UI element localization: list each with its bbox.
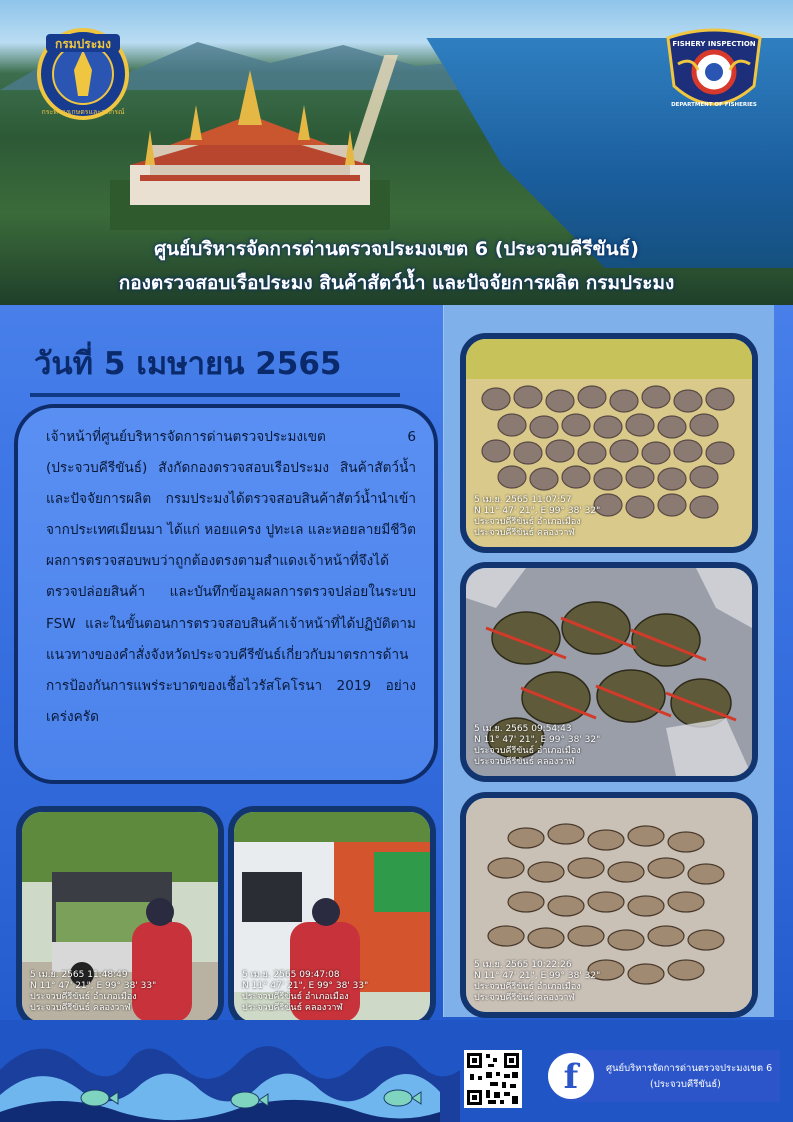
logo-left-title: กรมประมง bbox=[55, 37, 111, 51]
facebook-glyph: f bbox=[563, 1057, 579, 1097]
stamp-line: N 11° 47' 21", E 99° 38' 32" bbox=[474, 506, 601, 516]
stamp-line: 5 เม.ย. 2565 11:48:49 bbox=[30, 970, 128, 980]
stamp-line: N 11° 47' 21", E 99° 38' 33" bbox=[242, 981, 369, 991]
facebook-page-label[interactable] bbox=[606, 1061, 781, 1093]
badge-top-text: FISHERY INSPECTION bbox=[672, 40, 756, 48]
photo-crabs bbox=[460, 562, 758, 782]
date-underline bbox=[30, 393, 400, 397]
facebook-icon[interactable] bbox=[548, 1053, 594, 1099]
stamp-line: 5 เม.ย. 2565 10:22:26 bbox=[474, 960, 572, 970]
stamp-line: ประจวบคีรีขันธ์ อำเภอเมือง bbox=[474, 517, 581, 527]
facebook-label-line2: (ประจวบคีรีขันธ์) bbox=[650, 1079, 721, 1090]
photo-timestamp bbox=[30, 970, 156, 1014]
report-text-box bbox=[14, 404, 438, 784]
stamp-line: ประจวบคีรีขันธ์ อำเภอเมือง bbox=[242, 992, 349, 1002]
stamp-line: 5 เม.ย. 2565 09:47:08 bbox=[242, 970, 340, 980]
qr-code[interactable] bbox=[464, 1050, 522, 1108]
stamp-line: N 11° 47' 21", E 99° 38' 33" bbox=[30, 981, 157, 991]
stamp-line: ประจวบคีรีขันธ์ คลองวาฬ bbox=[30, 1003, 131, 1013]
header-banner bbox=[0, 0, 793, 305]
badge-bottom-text: DEPARTMENT OF FISHERIES bbox=[671, 102, 757, 108]
stamp-line: ประจวบคีรีขันธ์ คลองวาฬ bbox=[474, 528, 575, 538]
banner-title-line2: กองตรวจสอบเรือประมง สินค้าสัตว์น้ำ และปัจจัยการผลิต กรมประมง bbox=[118, 272, 675, 294]
stamp-line: ประจวบคีรีขันธ์ คลองวาฬ bbox=[242, 1003, 343, 1013]
stamp-line: ประจวบคีรีขันธ์ อำเภอเมือง bbox=[474, 746, 581, 756]
stamp-line: 5 เม.ย. 2565 11:07:57 bbox=[474, 495, 572, 505]
facebook-label-line1: ศูนย์บริหารจัดการด่านตรวจประมงเขต 6 bbox=[606, 1063, 773, 1074]
stamp-line: N 11° 47' 21", E 99° 38' 32" bbox=[474, 735, 601, 745]
fisheries-department-logo bbox=[30, 26, 136, 122]
logo-left-ring-text: กระทรวงเกษตรและสหกรณ์ bbox=[41, 108, 125, 116]
stamp-line: ประจวบคีรีขันธ์ คลองวาฬ bbox=[474, 993, 575, 1003]
photo-cockles bbox=[460, 333, 758, 553]
date-heading: วันที่ 5 เมษายน 2565 bbox=[34, 346, 342, 382]
report-paragraph: เจ้าหน้าที่ศูนย์บริหารจัดการด่านตรวจประมงเขต 6 (ประจวบคีรีขันธ์) สังกัดกองตรวจสอบเรือประมง สินค้าสัตว์น้ำ และปัจจัยการผลิต กรมประมงได้ตรวจสอบสินค้าสัตว์น้ำนำเข้า จากประเทศเมียนมา ได้แก่ หอยแครง ปูทะเล และหอยลายมีชีวิต ผลการตรวจสอบพบว่าถูกต้องตรงตามสำแดงเจ้าหน้าที่จึงได้ตรวจปล่อยสินค้า และบันทึกข้อมูลผลการตรวจปล่อยในระบบ FSW และในขั้นตอนการตรวจสอบสินค้าเจ้าหน้าที่ได้ปฏิบัติตามแนวทางของคำสั่งจังหวัดประจวบคีรีขันธ์เกี่ยวกับมาตรการด้านการป้องกันการแพร่ระบาดของเชื้อไวรัสโคโรนา 2019 อย่างเคร่งครัด bbox=[46, 429, 416, 725]
stamp-line: ประจวบคีรีขันธ์ อำเภอเมือง bbox=[474, 982, 581, 992]
temple-illustration bbox=[110, 70, 390, 230]
photo-clams bbox=[460, 792, 758, 1018]
stamp-line: 5 เม.ย. 2565 09:54:43 bbox=[474, 724, 572, 734]
stamp-line: ประจวบคีรีขันธ์ คลองวาฬ bbox=[474, 757, 575, 767]
photo-truck-inspection-2 bbox=[228, 806, 436, 1028]
photo-timestamp bbox=[242, 970, 368, 1014]
stamp-line: N 11° 47' 21", E 99° 38' 32" bbox=[474, 971, 601, 981]
fishery-inspection-badge bbox=[658, 26, 770, 122]
photo-timestamp bbox=[474, 960, 600, 1004]
photo-timestamp bbox=[474, 724, 600, 768]
stamp-line: ประจวบคีรีขันธ์ อำเภอเมือง bbox=[30, 992, 137, 1002]
photo-timestamp bbox=[474, 495, 600, 539]
banner-title-line1: ศูนย์บริหารจัดการด่านตรวจประมงเขต 6 (ประจวบคีรีขันธ์) bbox=[154, 238, 639, 260]
photo-truck-inspection-1 bbox=[16, 806, 224, 1028]
